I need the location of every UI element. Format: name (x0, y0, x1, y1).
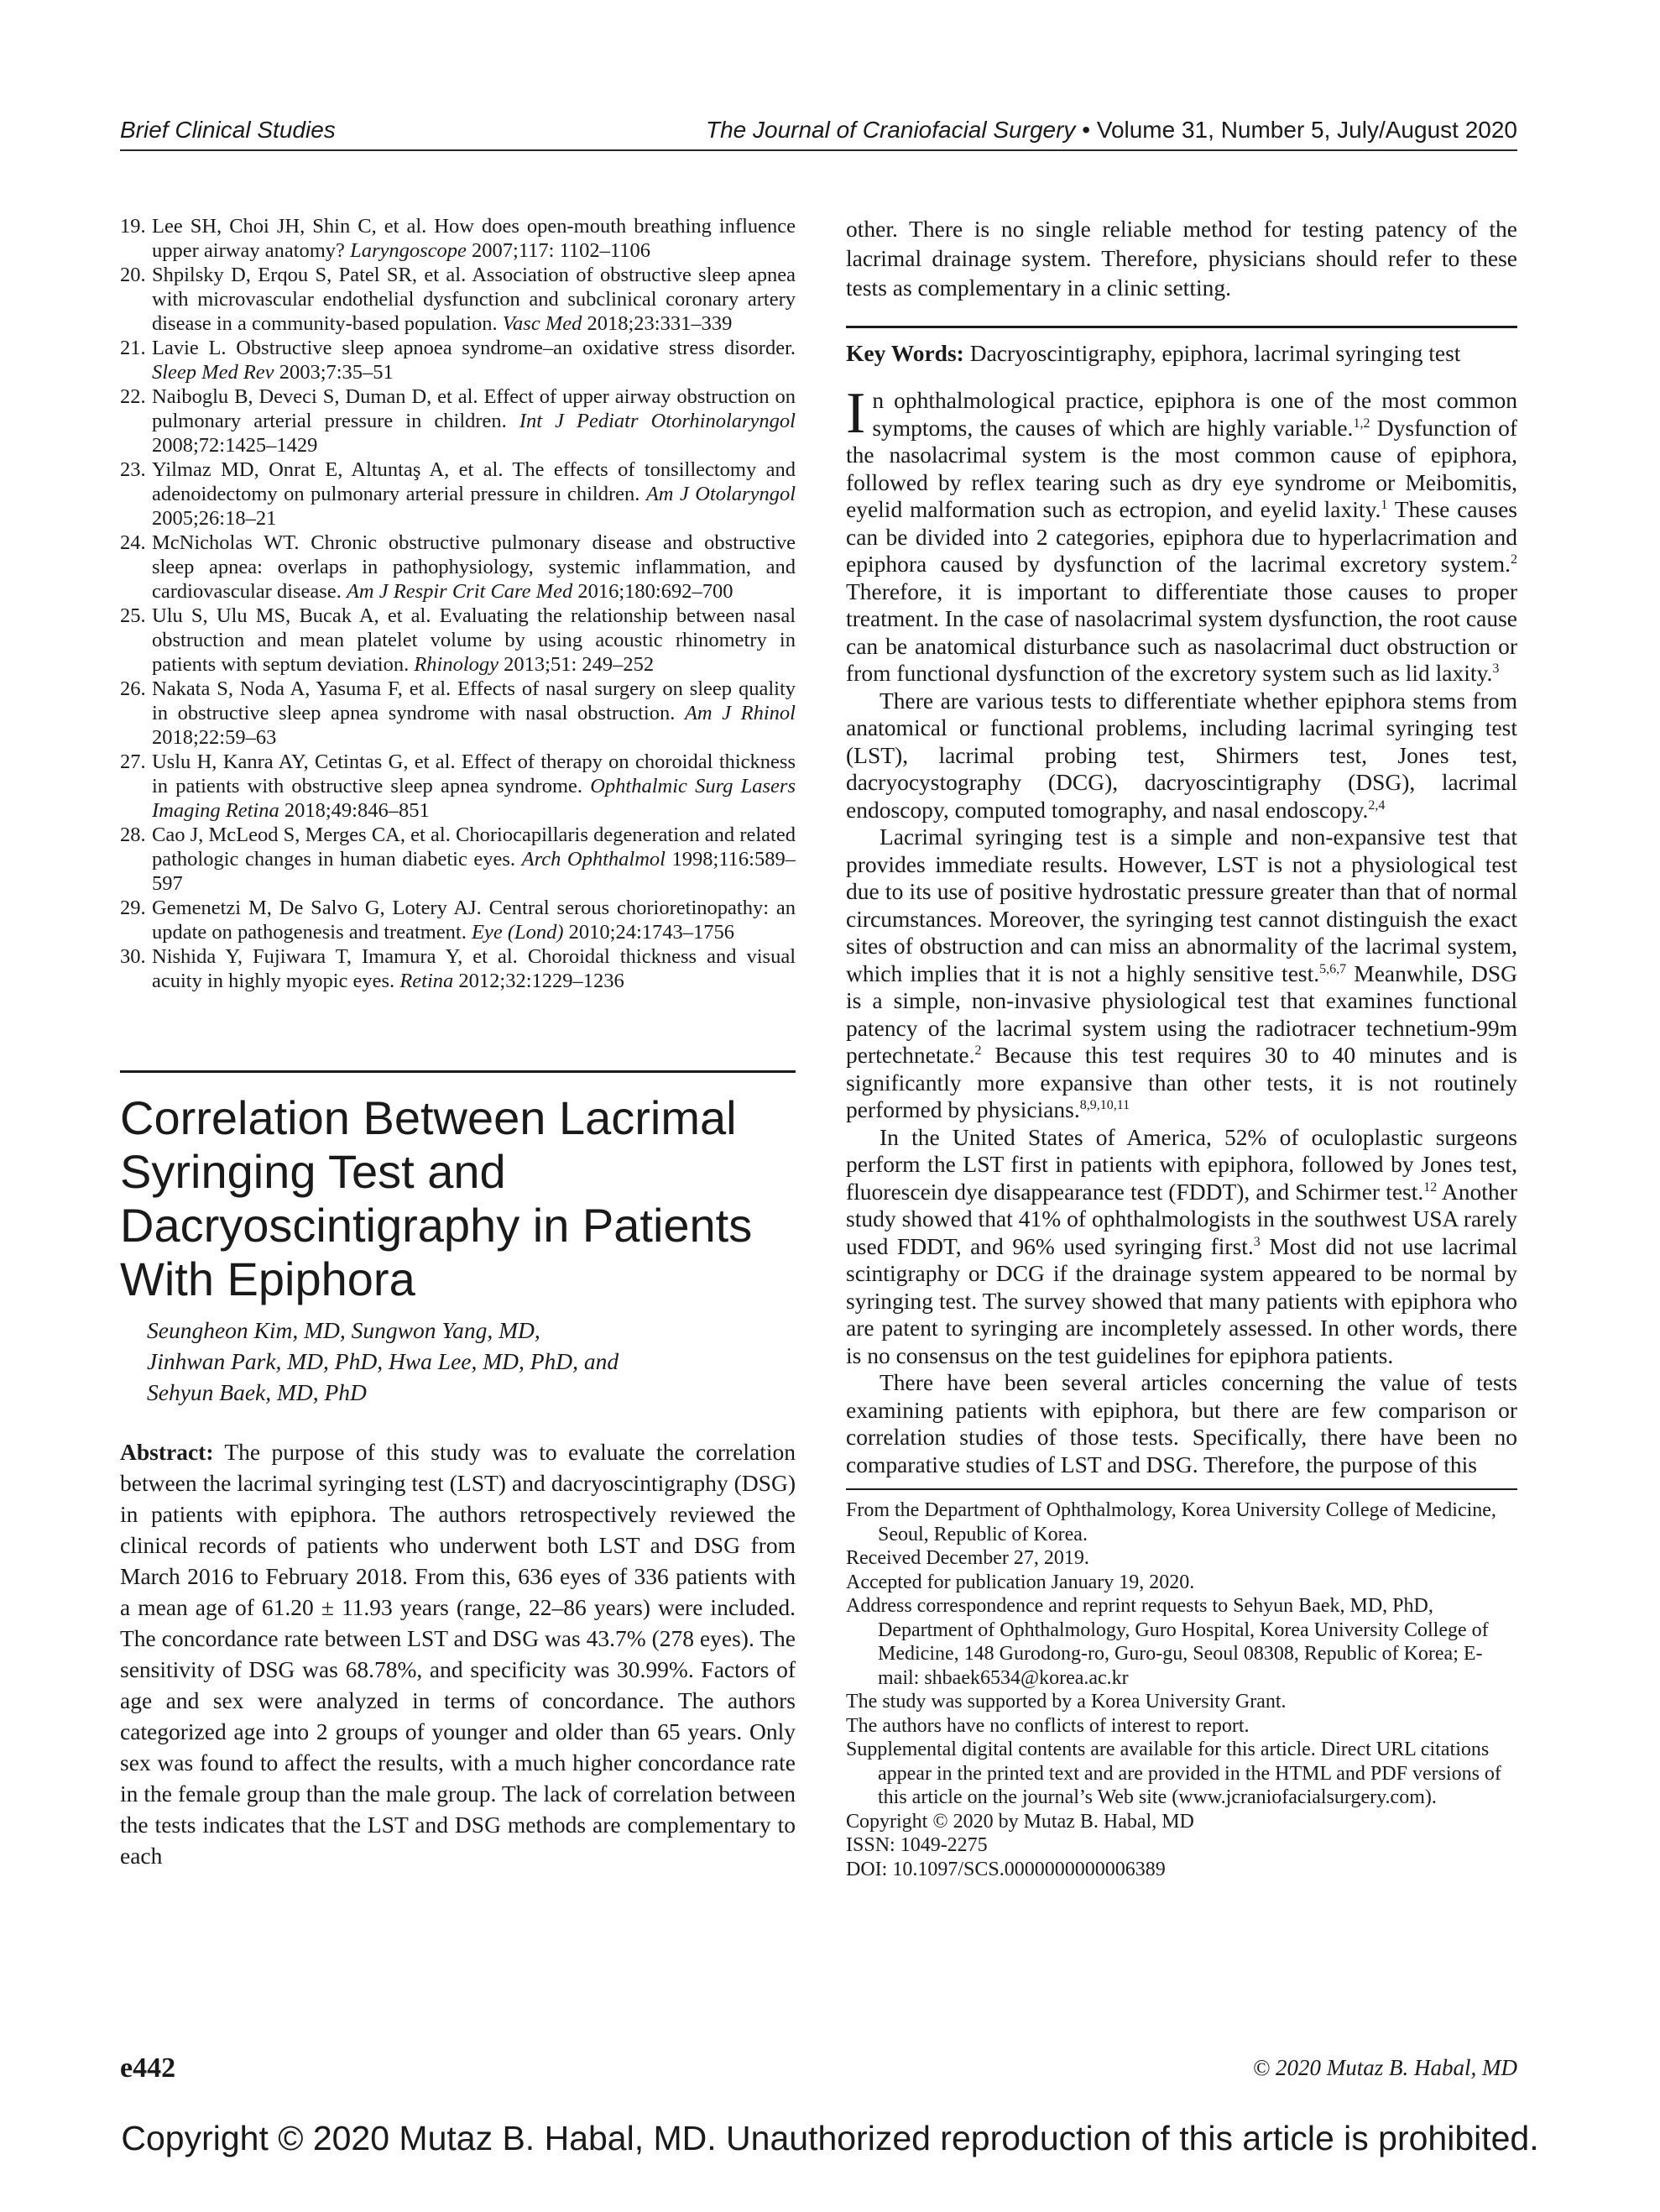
bullet-separator: • (1082, 117, 1097, 143)
reference-number: 27. (120, 750, 146, 773)
reference-journal: Am J Rhinol (684, 702, 796, 724)
body-paragraph: In the United States of America, 52% of oculoplastic surgeons perform the LST first in patients with epiphora, followed by Jones test, fluorescein dye disappearance test (FDDT), and Schirmer test.$^{12}$ Another study showed that 41% of ophthalmologists in the southwest USA rarely used FDDT, and 96% used syringing first.$^3$ Most did not use lacrimal scintigraphy or DCG if the drainage system appeared to be normal by syringing test. The survey showed that many patients with epiphora who are patent to syringing are incompletely assessed. In other words, there is no consensus on the test guidelines for epiphora patients. (846, 1123, 1517, 1368)
reference-item (120, 263, 796, 336)
reference-citation: 2003;7:35–51 (274, 361, 394, 384)
reference-list (120, 214, 796, 993)
reference-citation: 2013;51: 249–252 (499, 653, 655, 676)
footnote-received: Received December 27, 2019. (846, 1547, 1089, 1569)
copyright-banner: Copyright © 2020 Mutaz B. Habal, MD. Unauthorized reproduction of this article is prohibited. (121, 2119, 1539, 2157)
reference-number: 26. (120, 677, 146, 700)
reference-text: Ulu S, Ulu MS, Bucak A, et al. Evaluating the relationship between nasal obstruction and mean platelet volume by using acoustic rhinometry in patients with septum deviation. (152, 604, 796, 676)
body-paragraph: Lacrimal syringing test is a simple and non-expansive test that provides immediate results. However, LST is not a physiological test due to its use of positive hydrostatic pressure greater than that of normal circumstances. Moreover, the syringing test cannot distinguish the exact sites of obstruction and can miss an abnormality of the lacrimal system, which implies that it is not a highly sensitive test.$^{5,6,7}$ Meanwhile, DSG is a simple, non-invasive physiological test that examines functional patency of the lacrimal system using the radiotracer technetium-99m pertechnetate.$^2$ Because this test requires 30 to 40 minutes and is significantly more expansive than other tests, it is not routinely performed by physicians.$^{8,9,10,11}$ (846, 824, 1517, 1122)
body-paragraph: There are various tests to differentiate whether epiphora stems from anatomical or functional problems, including lacrimal syringing test (LST), lacrimal probing test, Shirmers test, Jones test, dacryocystography (DCG), dacryoscintigraphy (DSG), lacrimal endoscopy, computed tomography, and nasal endoscopy.$^{2,4}$ (846, 687, 1517, 823)
author-line: Sehyun Baek, MD, PhD (147, 1379, 367, 1405)
section-label: Brief Clinical Studies (120, 117, 336, 143)
citation: 3 (1253, 1234, 1261, 1249)
author-list (120, 1315, 796, 1408)
issue-info: Volume 31, Number 5, July/August 2020 (1096, 117, 1517, 143)
reference-text: Yilmaz MD, Onrat E, Altuntaş A, et al. The effects of tonsillectomy and adenoidectomy on pulmonary arterial pressure in children. (152, 458, 796, 505)
footnote-doi: DOI: 10.1097/SCS.0000000000006389 (846, 1858, 1166, 1880)
reference-item (120, 677, 796, 750)
footnote-grant: The study was supported by a Korea University Grant. (846, 1691, 1287, 1713)
article-title: Correlation Between Lacrimal Syringing Test and Dacryoscintigraphy in Patients With Epiphora (120, 1091, 753, 1305)
reference-journal: Am J Otolaryngol (645, 483, 796, 505)
reference-citation: 1998;116:589–597 (152, 848, 796, 895)
reference-number: 28. (120, 824, 146, 846)
article-footnotes (846, 1498, 1517, 1881)
reference-text: Lavie L. Obstructive sleep apnoea syndrome–an oxidative stress disorder. (152, 337, 796, 359)
reference-citation: 2018;22:59–63 (152, 726, 277, 749)
reference-citation: 2005;26:18–21 (152, 507, 277, 530)
reference-journal: Arch Ophthalmol (521, 848, 666, 871)
reference-citation: 2008;72:1425–1429 (152, 434, 318, 457)
footnote-copyright: Copyright © 2020 by Mutaz B. Habal, MD (846, 1810, 1194, 1833)
reference-item (120, 336, 796, 384)
abstract-label: Abstract: (120, 1439, 214, 1465)
footnote-issn: ISSN: 1049-2275 (846, 1834, 988, 1856)
reference-item (120, 214, 796, 263)
citation: 2,4 (1368, 797, 1386, 813)
reference-journal: Int J Pediatr Otorhinolaryngol (519, 410, 796, 432)
reference-item (120, 750, 796, 823)
reference-number: 22. (120, 385, 146, 408)
reference-number: 25. (120, 604, 146, 627)
body-paragraph: There have been several articles concerning the value of tests examining patients with epiphora, but there are few comparison or correlation studies of those tests. Specifically, there have been no comparative studies of LST and DSG. Therefore, the purpose of this (846, 1369, 1517, 1477)
reference-citation: 2016;180:692–700 (572, 580, 733, 603)
citation: 1,2 (1353, 416, 1370, 431)
reference-journal: Rhinology (414, 653, 499, 676)
reference-journal: Laryngoscope (350, 239, 467, 262)
journal-title: The Journal of Craniofacial Surgery (705, 117, 1076, 143)
reference-item (120, 823, 796, 896)
abstract-continued: other. There is no single reliable method for testing patency of the lacrimal drainage system. Therefore, physicians should refer to these tests as complementary in a clinic setting. (846, 216, 1517, 301)
footer-copyright: © 2020 Mutaz B. Habal, MD (1252, 2055, 1517, 2080)
reference-item (120, 531, 796, 604)
right-column (846, 214, 1517, 1881)
citation: 2 (1511, 552, 1517, 567)
reference-journal: Eye (Lond) (472, 921, 564, 944)
drop-cap: I (846, 381, 866, 446)
abstract-text: The purpose of this study was to evaluate the correlation between the lacrimal syringing test (LST) and dacryoscintigraphy (DSG) in patients with epiphora. The authors retrospectively reviewed the clinical records of patients who underwent both LST and DSG from March 2016 to February 2018. From this, 636 eyes of 336 patients with a mean age of 61.20 ± 11.93 years (range, 22–86 years) were included. The concordance rate between LST and DSG was 43.7% (278 eyes). The sensitivity of DSG was 68.78%, and specificity was 30.99%. Factors of age and sex were analyzed in terms of concordance. The authors categorized age into 2 groups of younger and older than 65 years. Only sex was found to affect the results, with a much higher concordance rate in the female group than the male group. The lack of correlation between the tests indicates that the LST and DSG methods are complementary to each (120, 1439, 796, 1869)
reference-journal: Retina (399, 970, 454, 992)
journal-issue-line (706, 116, 1517, 144)
reference-text: Cao J, McLeod S, Merges CA, et al. Choriocapillaris degeneration and related pathologic changes in human diabetic eyes. (152, 824, 796, 871)
article-body (846, 381, 1518, 1478)
reference-item (120, 384, 796, 458)
footnote-supplemental: Supplemental digital contents are available for this article. Direct URL citations appear in the printed text and are provided in the HTML and PDF versions of this article on the journal’s Web site (www.jcraniofacialsurgery.com). (846, 1739, 1501, 1808)
footnote-address: Address correspondence and reprint requests to Sehyun Baek, MD, PhD, Department of Ophthalmology, Guro Hospital, Korea University College of Medicine, 148 Gurodong-ro, Guro-gu, Seoul 08308, Republic of Korea; E-mail: shbaek6534@korea.ac.kr (846, 1595, 1489, 1689)
keywords-label: Key Words: (846, 340, 964, 366)
reference-text: McNicholas WT. Chronic obstructive pulmonary disease and obstructive sleep apnea: overlaps in pathophysiology, systemic inflammation, and cardiovascular disease. (152, 531, 796, 603)
citation: 8,9,10,11 (1079, 1097, 1130, 1112)
reference-text: Nishida Y, Fujiwara T, Imamura Y, et al. Choroidal thickness and visual acuity in highly myopic eyes. (152, 945, 796, 992)
reference-text: Lee SH, Choi JH, Shin C, et al. How does open-mouth breathing influence upper airway anatomy? (152, 215, 796, 262)
reference-journal: Vasc Med (502, 312, 582, 335)
reference-item (120, 604, 796, 677)
body-paragraph: In ophthalmological practice, epiphora is one of the most common symptoms, the causes of which are highly variable.$^{1,2}$ Dysfunction of the nasolacrimal system is the most common cause of epiphora, followed by reflex tearing such as dry eye syndrome or Meibomitis, eyelid malformation such as ectropion, and eyelid laxity.$^1$ These causes can be divided into 2 categories, epiphora due to hyperlacrimation and epiphora caused by dysfunction of the lacrimal excretory system.$^2$ Therefore, it is important to differentiate those causes to proper treatment. In the case of nasolacrimal system dysfunction, the root cause can be anatomical disturbance such as nasolacrimal duct obstruction or from functional dysfunction of the excretory system such as lid laxity.$^3$ (846, 381, 1518, 686)
footnote-accepted: Accepted for publication January 19, 2020. (846, 1571, 1195, 1593)
footnote-affiliation: From the Department of Ophthalmology, Korea University College of Medicine, Seoul, Republic of Korea. (846, 1499, 1496, 1545)
article-divider (120, 1070, 796, 1073)
reference-text: Nakata S, Noda A, Yasuma F, et al. Effects of nasal surgery on sleep quality in obstructive sleep apnea syndrome with nasal obstruction. (152, 677, 796, 724)
reference-citation: 2018;23:331–339 (582, 312, 733, 335)
footnote-divider (846, 1488, 1517, 1490)
reference-item (120, 944, 796, 993)
running-header (120, 116, 1517, 151)
author-line: Seungheon Kim, MD, Sungwon Yang, MD, (147, 1317, 540, 1343)
author-line: Jinhwan Park, MD, PhD, Hwa Lee, MD, PhD, and (147, 1348, 619, 1374)
left-column (120, 214, 796, 1871)
keywords-text: Dacryoscintigraphy, epiphora, lacrimal syringing test (963, 340, 1461, 366)
citation: 5,6,7 (1319, 961, 1347, 976)
citation: 2 (974, 1043, 982, 1058)
reference-item (120, 896, 796, 944)
page-number: e442 (120, 2053, 176, 2084)
abstract (120, 1436, 796, 1871)
citation: 12 (1423, 1179, 1438, 1195)
reference-number: 21. (120, 337, 146, 359)
reference-text: Naiboglu B, Deveci S, Duman D, et al. Effect of upper airway obstruction on pulmonary arterial pressure in children. (152, 385, 796, 432)
citation: 1 (1381, 497, 1388, 512)
reference-journal: Sleep Med Rev (152, 361, 274, 384)
reference-journal: Ophthalmic Surg Lasers Imaging Retina (152, 775, 796, 822)
reference-citation: 2012;32:1229–1236 (453, 970, 624, 992)
reference-number: 23. (120, 458, 146, 481)
citation: 3 (1492, 661, 1500, 676)
reference-citation: 2018;49:846–851 (279, 799, 430, 822)
reference-number: 24. (120, 531, 146, 554)
reference-number: 29. (120, 897, 146, 919)
reference-number: 19. (120, 215, 146, 238)
reference-number: 30. (120, 945, 146, 968)
reference-citation: 2007;117: 1102–1106 (466, 239, 651, 262)
footnote-conflicts: The authors have no conflicts of interest to report. (846, 1714, 1250, 1737)
reference-item (120, 458, 796, 531)
reference-journal: Am J Respir Crit Care Med (346, 580, 573, 603)
keywords (846, 328, 1517, 382)
reference-text: Gemenetzi M, De Salvo G, Lotery AJ. Central serous chorioretinopathy: an update on pathogenesis and treatment. (152, 897, 796, 944)
reference-number: 20. (120, 264, 146, 286)
reference-text: Uslu H, Kanra AY, Cetintas G, et al. Effect of therapy on choroidal thickness in patients with obstructive sleep apnea syndrome. (152, 750, 796, 797)
reference-citation: 2010;24:1743–1756 (563, 921, 735, 944)
reference-text: Shpilsky D, Erqou S, Patel SR, et al. Association of obstructive sleep apnea with microvascular endothelial dysfunction and subclinical coronary artery disease in a community-based population. (152, 264, 796, 335)
